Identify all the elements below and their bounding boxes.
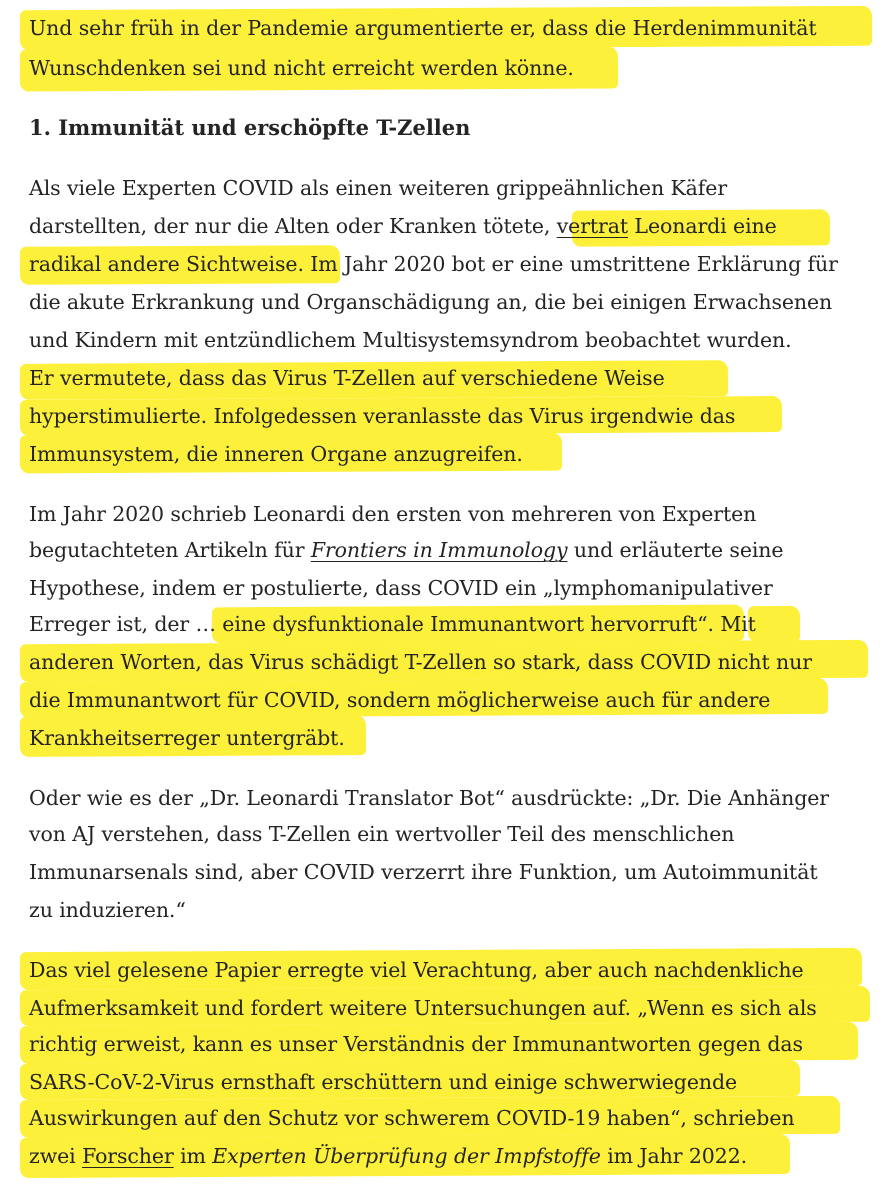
- text-span: im: [173, 1144, 213, 1168]
- paragraph-line: SARS-CoV-2-Virus ernsthaft erschüttern und einige schwerwiegende: [29, 1070, 738, 1094]
- paragraph-line: die akute Erkrankung und Organschädigung an, die bei einigen Erwachsenen: [29, 290, 833, 314]
- paragraph-line: Immunarsenals sind, aber COVID verzerrt ihre Funktion, um Autoimmunität: [29, 860, 818, 884]
- paragraph-line: die Immunantwort für COVID, sondern möglicherweise auch für andere: [29, 688, 771, 712]
- paragraph-line: Im Jahr 2020 schrieb Leonardi den ersten von mehreren von Experten: [29, 502, 757, 526]
- text-span: darstellten, der nur die Alten oder Kranken tötete,: [29, 214, 557, 238]
- link-frontiers-in-immunology[interactable]: Frontiers in Immunology: [310, 538, 568, 562]
- paragraph-line: Als viele Experten COVID als einen weiteren grippeähnlichen Käfer: [29, 176, 728, 200]
- paragraph-line: Aufmerksamkeit und fordert weitere Untersuchungen auf. „Wenn es sich als: [29, 996, 817, 1020]
- paragraph-line: Auswirkungen auf den Schutz vor schwerem COVID-19 haben“, schrieben: [29, 1106, 795, 1130]
- paragraph-line: Krankheitserreger untergräbt.: [29, 726, 345, 750]
- intro-line: Und sehr früh in der Pandemie argumentierte er, dass die Herdenimmunität: [29, 16, 817, 40]
- paragraph-line: anderen Worten, das Virus schädigt T-Zellen so stark, dass COVID nicht nur: [29, 650, 812, 674]
- text-span: und erläuterte seine: [567, 538, 784, 562]
- link-forscher[interactable]: Forscher: [82, 1144, 174, 1168]
- paragraph-line: richtig erweist, kann es unser Verständnis der Immunantworten gegen das: [29, 1032, 803, 1056]
- text-span: begutachteten Artikeln für: [29, 538, 311, 562]
- paragraph-line: Immunsystem, die inneren Organe anzugreifen.: [29, 442, 523, 466]
- text-span: Leonardi eine: [628, 214, 777, 238]
- intro-line: Wunschdenken sei und nicht erreicht werden könne.: [29, 56, 574, 80]
- section-heading: 1. Immunität und erschöpfte T-Zellen: [29, 115, 471, 140]
- paragraph-line: Er vermutete, dass das Virus T-Zellen auf verschiedene Weise: [29, 366, 665, 390]
- paragraph-line: zu induzieren.“: [29, 898, 186, 922]
- paragraph-line: Oder wie es der „Dr. Leonardi Translator Bot“ ausdrückte: „Dr. Die Anhänger: [29, 786, 829, 810]
- text-span: im Jahr 2022.: [600, 1144, 748, 1168]
- paragraph-line: Das viel gelesene Papier erregte viel Verachtung, aber auch nachdenkliche: [29, 958, 804, 982]
- paragraph-line: hyperstimulierte. Infolgedessen veranlasste das Virus irgendwie das: [29, 404, 736, 428]
- paragraph-line: Erreger ist, der … eine dysfunktionale Immunantwort hervorruft“. Mit: [29, 612, 756, 636]
- paragraph-line: [29, 532, 783, 568]
- paragraph-line: von AJ verstehen, dass T-Zellen ein wertvoller Teil des menschlichen: [29, 822, 735, 846]
- paragraph-line: Hypothese, indem er postulierte, dass COVID ein „lymphomanipulativer: [29, 576, 773, 600]
- link-vertrat[interactable]: vertrat: [556, 214, 629, 238]
- paragraph-line: und Kindern mit entzündlichem Multisystemsyndrom beobachtet wurden.: [29, 328, 792, 352]
- publication-title: Experten Überprüfung der Impfstoffe: [212, 1144, 601, 1168]
- paragraph-line: radikal andere Sichtweise. Im Jahr 2020 bot er eine umstrittene Erklärung für: [29, 252, 838, 276]
- text-span: zwei: [29, 1144, 83, 1168]
- paragraph-line: [29, 208, 777, 244]
- paragraph-line: [29, 1138, 747, 1174]
